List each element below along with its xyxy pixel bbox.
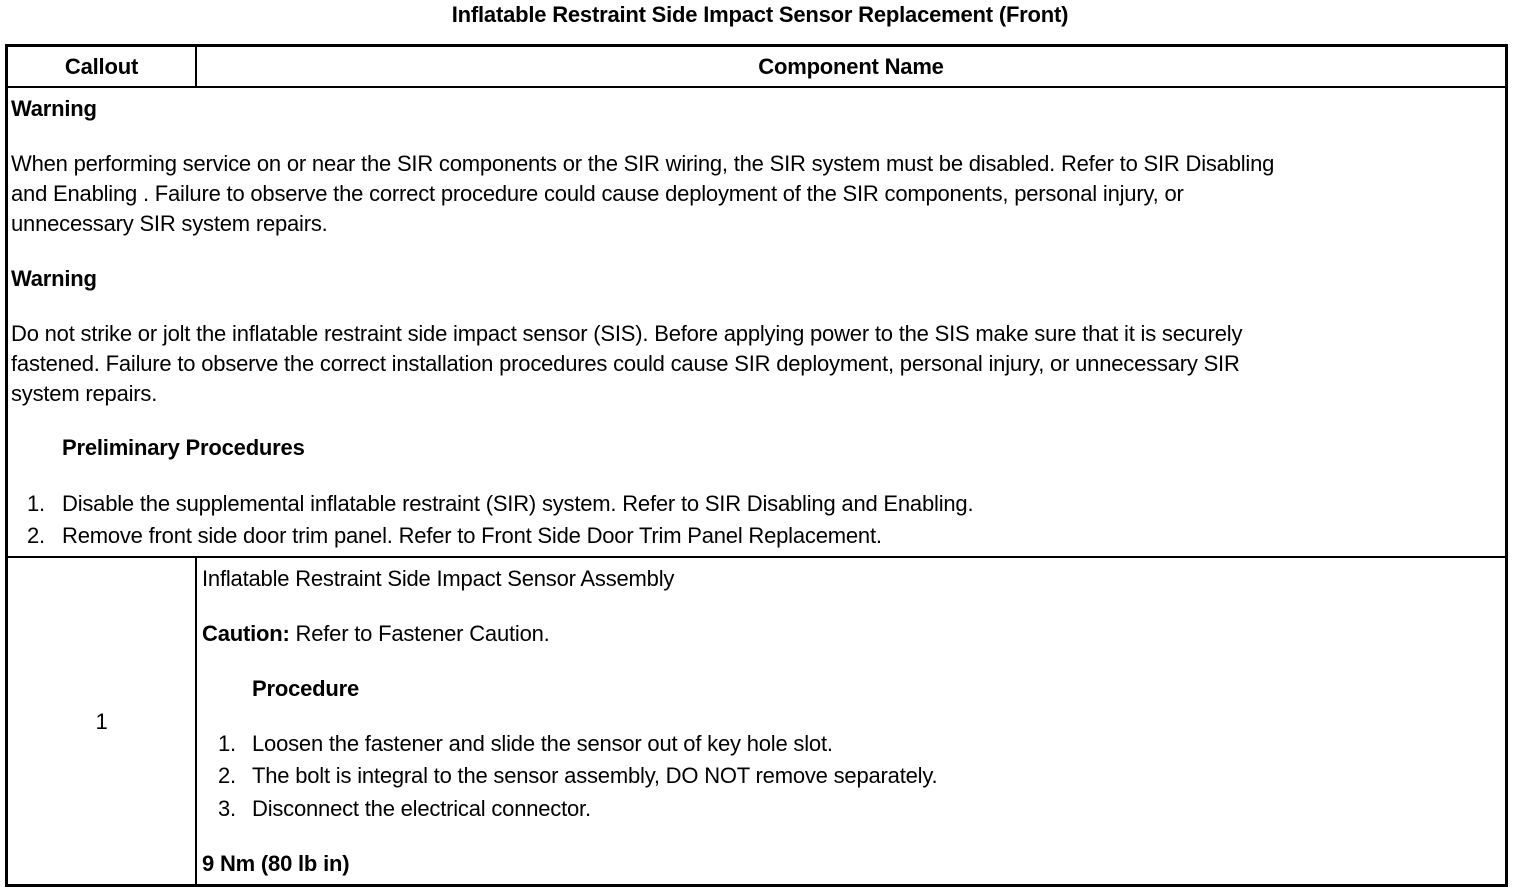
warning-text-1-line-3: unnecessary SIR system repairs. — [11, 211, 328, 236]
warning-text-2-line-1: Do not strike or jolt the inflatable restraint side impact sensor (SIS). Before applying power to the SIS make sure that it is securely — [11, 321, 1243, 346]
preliminary-step-1: Disable the supplemental inflatable restraint (SIR) system. Refer to SIR Disabling and Enabling. — [62, 491, 974, 516]
warning-text-2-line-3: system repairs. — [11, 381, 158, 406]
warning-text-1-line-2: and Enabling . Failure to observe the correct procedure could cause deployment of the SIR components, personal injury, or — [11, 181, 1184, 206]
procedure-step-1: Loosen the fastener and slide the sensor out of key hole slot. — [252, 731, 833, 756]
document-title: Inflatable Restraint Side Impact Sensor Replacement (Front) — [451, 2, 1069, 27]
callout-number: 1 — [95, 709, 108, 734]
preliminary-step-number-1: 1. — [27, 491, 45, 516]
procedure-heading: Procedure — [252, 676, 360, 701]
torque-spec: 9 Nm (80 lb in) — [202, 851, 350, 876]
caution-label: Caution: — [202, 621, 290, 646]
row-divider — [5, 556, 1508, 558]
callout-header: Callout — [64, 54, 139, 79]
caution-line — [202, 619, 550, 649]
warning-heading-2: Warning — [11, 266, 97, 291]
preliminary-step-2: Remove front side door trim panel. Refer to Front Side Door Trim Panel Replacement. — [62, 523, 882, 548]
component-name: Inflatable Restraint Side Impact Sensor Assembly — [202, 566, 675, 591]
preliminary-procedures-heading: Preliminary Procedures — [62, 435, 305, 460]
header-divider — [5, 86, 1508, 88]
procedure-step-3: Disconnect the electrical connector. — [252, 796, 591, 821]
component-name-header: Component Name — [758, 54, 944, 79]
warning-heading-1: Warning — [11, 96, 97, 121]
caution-text: Refer to Fastener Caution. — [289, 621, 550, 646]
warning-text-1-line-1: When performing service on or near the SIR components or the SIR wiring, the SIR system must be disabled. Refer to SIR Disabling — [11, 151, 1275, 176]
procedure-step-2: The bolt is integral to the sensor assembly, DO NOT remove separately. — [252, 763, 938, 788]
row-column-divider — [195, 556, 197, 887]
procedure-step-number-3: 3. — [218, 796, 236, 821]
preliminary-step-number-2: 2. — [27, 523, 45, 548]
procedure-step-number-1: 1. — [218, 731, 236, 756]
warning-text-2-line-2: fastened. Failure to observe the correct installation procedures could cause SIR deployment, personal injury, or unnecessary SIR — [11, 351, 1240, 376]
procedure-step-number-2: 2. — [218, 763, 236, 788]
